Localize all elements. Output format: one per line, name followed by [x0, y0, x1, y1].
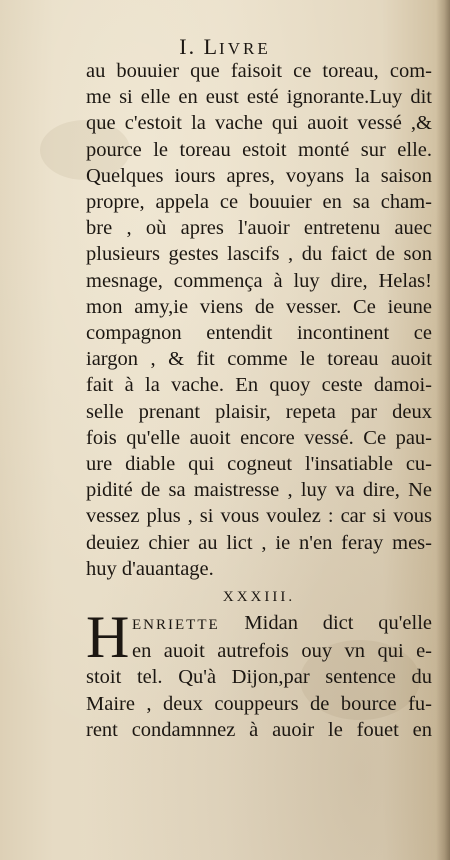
- text-line: iargon , & fit comme le toreau auoit: [86, 348, 432, 371]
- text-line: Quelques iours apres, voyans la saison: [86, 164, 432, 187]
- paragraph-1: [86, 58, 432, 582]
- text-run: Midan dict qu'elle: [219, 612, 432, 635]
- text-line: selle prenant plaisir, repeta par deux: [86, 400, 432, 423]
- text-line: pidité de sa maistresse , luy va dire, Ne: [86, 479, 432, 502]
- drop-cap: H: [86, 604, 130, 671]
- text-line: propre, appela ce bouuier en sa cham-: [86, 191, 432, 214]
- text-line: fois qu'elle auoit encore vessé. Ce pau-: [86, 426, 432, 449]
- text-line: pource le toreau estoit monté sur elle.: [86, 138, 432, 161]
- running-head-initial: L: [203, 34, 220, 59]
- running-head: [0, 34, 450, 60]
- text-line: en auoit autrefois ouy vn qui e-: [132, 640, 432, 663]
- section-number: XXXIII.: [222, 589, 296, 606]
- text-line: huy d'auantage.: [86, 557, 214, 580]
- text-line: [86, 610, 432, 638]
- text-line: deuiez chier au lict , ie n'en feray mes-: [86, 531, 432, 554]
- page-edge-shadow: [436, 0, 450, 860]
- text-line: vessez plus , si vous voulez : car si vous: [86, 505, 432, 528]
- text-line: fait à la vache. En quoy ceste damoi-: [86, 374, 432, 397]
- text-line: compagnon entendit incontinent ce: [86, 322, 432, 345]
- text-line: bre , où apres l'auoir entretenu auec: [86, 217, 432, 240]
- text-line: au bouuier que faisoit ce toreau, com-: [86, 60, 432, 82]
- text-line: stoit tel. Qu'à Dijon,par sentence du: [86, 666, 432, 689]
- small-caps-name: ENRIETTE: [132, 617, 220, 634]
- text-line: mesnage, commença à luy dire, Helas!: [86, 269, 432, 292]
- running-head-book: I.: [179, 34, 197, 59]
- running-head-word: IVRE: [219, 39, 271, 58]
- text-block: [86, 58, 432, 743]
- text-line: Maire , deux couppeurs de bource fu-: [86, 692, 432, 715]
- text-line: ure diable qui cogneut l'insatiable cu-: [86, 453, 432, 476]
- text-line: rent condamnnez à auoir le fouet en: [86, 718, 432, 741]
- text-line: mon amy,ie viens de vesser. Ce ieune: [86, 295, 432, 318]
- text-line: plusieurs gestes lascifs , du faict de son: [86, 243, 432, 266]
- paragraph-2: [86, 604, 432, 743]
- text-line: me si elle en eust esté ignorante.Luy dit: [86, 86, 432, 109]
- text-line: que c'estoit la vache qui auoit vessé ,&: [86, 112, 432, 135]
